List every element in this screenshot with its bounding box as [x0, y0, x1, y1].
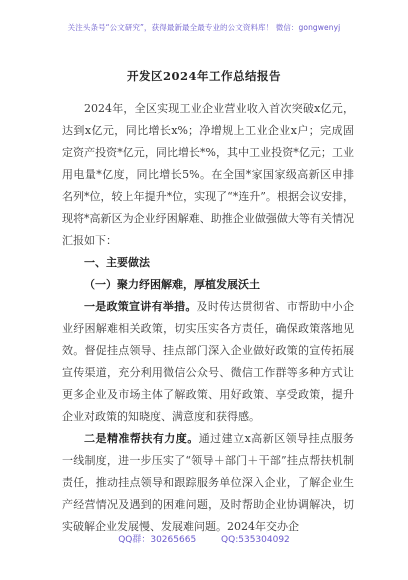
paragraph-lead: 一是政策宣讲有举措。: [84, 300, 197, 313]
document-title: 开发区2024年工作总结报告: [126, 69, 281, 83]
header-banner: 关注头条号“公文研究”，获得最新最全最专业的公文资料库！ 微信：gongwenyj: [67, 23, 341, 32]
qq-group-text: QQ群：30265665: [118, 535, 197, 545]
paragraph-lead: 二是精准帮扶有力度。: [84, 432, 199, 445]
document-body: [62, 98, 354, 538]
paragraph-policy: [62, 296, 354, 428]
subsection-heading-1: （一）聚力纾困解难，厚植发展沃土: [84, 278, 260, 291]
section-heading-1: 一、主要做法: [84, 256, 150, 269]
paragraph-text: 通过建立x高新区领导挂点服务一线制度，进一步压实了“领导＋部门＋干部”挂点帮扶机制责任，推动挂点领导和跟踪服务单位深入企业，了解企业生产经营情况及遇到的困难问题，及时帮助企业协调解决，切实破解企业发展慢、发展难问题。2024年交办企: [62, 432, 355, 533]
footer-contact: [0, 532, 408, 545]
qq-text: QQ:535304092: [221, 535, 290, 545]
paragraph-text: 及时传达贯彻省、市帮助中小企业纾困解难相关政策，切实压实各方责任，确保政策落地见效。督促挂点领导、挂点部门深入企业做好政策的宣传拓展宣传渠道，充分利用微信公众号、微信工作群等多种方式让更多企业及市场主体了解政策、用好政策、享受政策，提升企业对政策的知晓度、满意度和获得感。: [62, 300, 354, 423]
paragraph-assistance: [62, 428, 354, 538]
paragraph-intro: 2024年，全区实现工业企业营业收入首次突破x亿元，达到x亿元，同比增长x%；净增规上工业企业x户；完成固定资产投资*亿元，同比增长*%，其中工业投资*亿元；工业用电量*亿度，同比增长5%。在全国*家国家级高新区申排名列*位，较上年提升*位，实现了“*连升”。根据会议安排，现将*高新区为企业纾困解难、助推企业做强做大等有关情况汇报如下：: [62, 102, 354, 247]
